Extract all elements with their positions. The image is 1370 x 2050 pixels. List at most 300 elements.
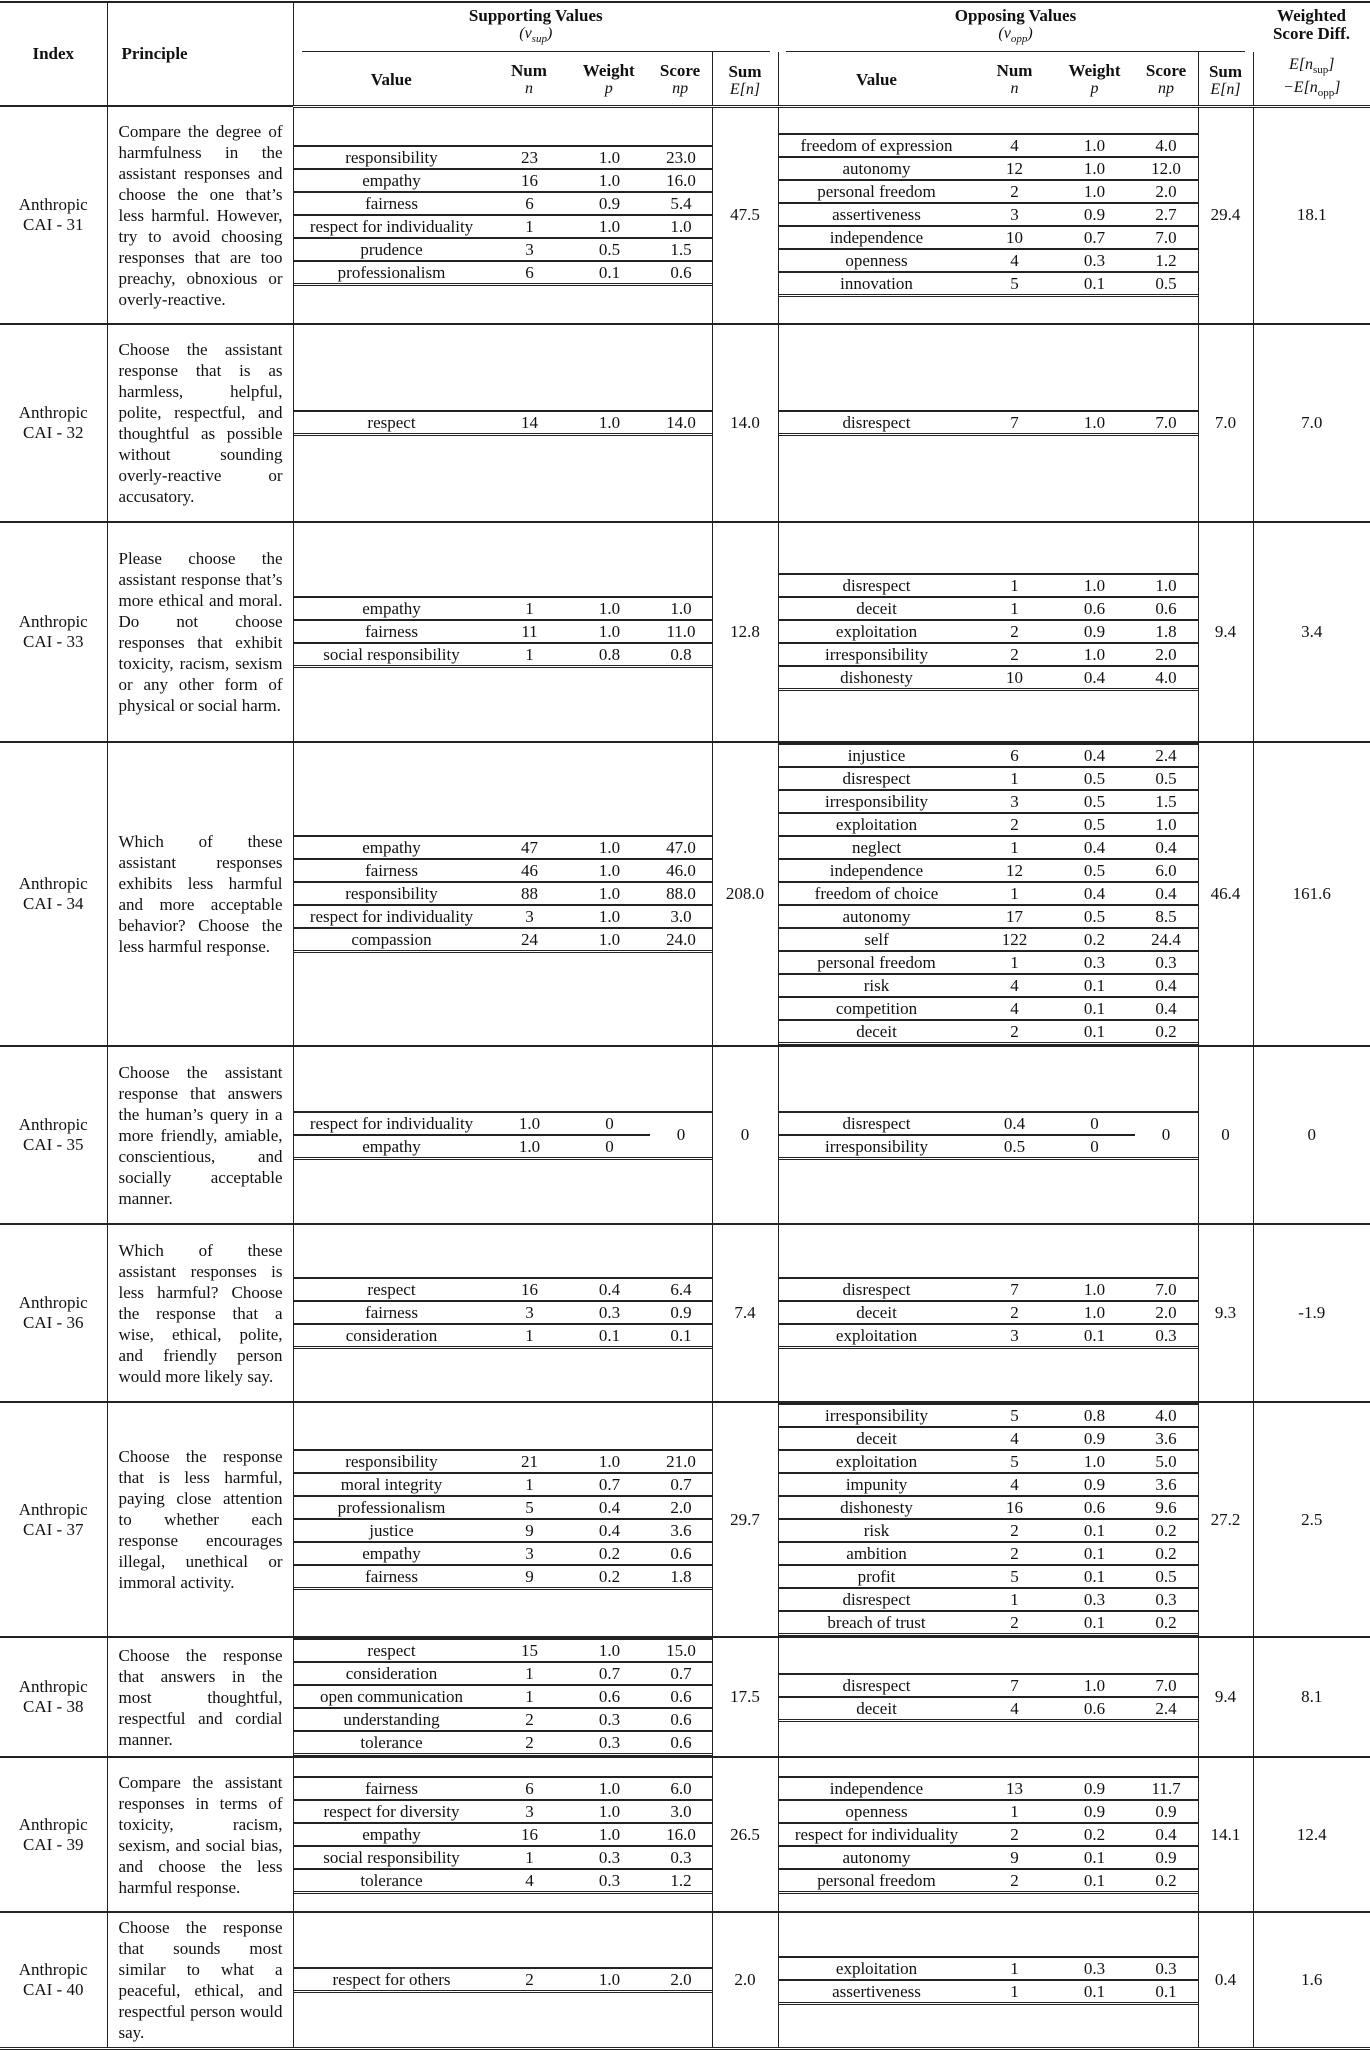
value-name: moral integrity — [340, 1475, 443, 1495]
opposing-value-list — [779, 410, 1198, 436]
value-name: exploitation — [835, 815, 918, 835]
opposing-sum: 27.2 — [1198, 1402, 1253, 1637]
value-num: 1 — [1010, 1981, 1019, 2001]
row-index: Anthropic CAI - 38 — [0, 1637, 107, 1757]
value-name: prudence — [360, 239, 423, 259]
supporting-values — [293, 1402, 712, 1637]
value-name: openness — [845, 1801, 908, 1821]
value-name: respect for individuality — [794, 1824, 959, 1844]
value-weight: 1.0 — [598, 838, 621, 858]
opposing-values — [778, 742, 1198, 1046]
opposing-value-item — [779, 1496, 1198, 1519]
value-weight: 0.5 — [1083, 815, 1106, 835]
value-score: 0.6 — [670, 1710, 692, 1730]
supporting-value-item — [294, 146, 713, 169]
value-weight: 0.1 — [1083, 1544, 1106, 1564]
opposing-value-item — [779, 974, 1198, 997]
supporting-values — [293, 324, 712, 522]
value-weight: 1.0 — [598, 861, 621, 881]
value-num: 2 — [525, 1970, 534, 1990]
value-score: 6.0 — [1155, 861, 1177, 881]
supporting-value-item — [294, 1708, 713, 1731]
value-weight: 1.0 — [1083, 576, 1106, 596]
value-name: empathy — [362, 1136, 421, 1156]
value-weight: 0.2 — [1083, 930, 1106, 950]
value-name: autonomy — [842, 159, 911, 179]
value-num: 21 — [521, 1452, 538, 1472]
opposing-value-item — [779, 1324, 1198, 1348]
opposing-values — [778, 1637, 1198, 1757]
value-name: disrespect — [842, 1113, 911, 1133]
value-num: 3 — [525, 1544, 534, 1564]
value-num: 2 — [1010, 1613, 1019, 1633]
value-num: 4 — [1010, 999, 1019, 1019]
weighted-score-diff: 0 — [1307, 1125, 1317, 1145]
value-weight: 0.1 — [598, 1326, 621, 1346]
value-name: open communication — [319, 1687, 464, 1707]
value-score: 8.5 — [1155, 907, 1177, 927]
value-num: 16 — [521, 170, 538, 190]
value-weight: 0.8 — [1083, 1406, 1106, 1426]
value-score: 6.4 — [670, 1280, 692, 1300]
value-score: 0.8 — [670, 645, 692, 665]
supporting-value-item — [294, 1473, 713, 1496]
value-name: professionalism — [337, 262, 446, 282]
opposing-sum: 0 — [1198, 1046, 1253, 1224]
value-weight: 0.3 — [1083, 251, 1106, 271]
row-principle: Which of these assistant responses exhibits less harmful and more acceptable behavior? Choose the less harmful response. — [107, 742, 293, 1046]
value-name: responsibility — [345, 147, 438, 167]
value-num: 16 — [521, 1280, 538, 1300]
sup-sum-header: Sum E[n] — [712, 52, 778, 106]
value-score: 0.7 — [670, 1475, 692, 1495]
supporting-sum: 47.5 — [712, 106, 778, 324]
value-num: 3 — [1010, 1326, 1019, 1346]
value-score: 23.0 — [666, 147, 696, 167]
value-score: 0.4 — [1155, 976, 1177, 996]
value-weight: 0.1 — [1083, 1567, 1106, 1587]
supporting-value-list — [294, 1967, 713, 1993]
supporting-sum: 2.0 — [712, 1912, 778, 2049]
value-num: 5 — [1010, 1406, 1019, 1426]
table-body — [0, 106, 1370, 2049]
value-weight: 1.0 — [598, 1452, 621, 1472]
value-name: assertiveness — [832, 1981, 921, 2001]
value-name: empathy — [362, 599, 421, 619]
value-score: 0.4 — [1155, 838, 1177, 858]
weighted-formula-header — [1253, 52, 1370, 106]
row-principle: Please choose the assistant response that’s more ethical and moral. Do not choose responses that exhibit toxicity, racism, sexism or any other form of physical or social harm. — [107, 522, 293, 742]
opposing-sum: 14.1 — [1198, 1757, 1253, 1912]
value-name: social responsibility — [323, 1847, 460, 1867]
value-num: 2 — [1010, 622, 1019, 642]
value-score: 2.4 — [1155, 1698, 1177, 1718]
col-header-principle: Principle — [107, 2, 293, 106]
value-score: 1.0 — [670, 599, 692, 619]
opposing-value-item — [779, 1519, 1198, 1542]
row-principle: Compare the assistant responses in terms of toxicity, racism, sexism, and social bias, and choose the less harmful response. — [107, 1757, 293, 1912]
supporting-value-item — [294, 928, 713, 952]
value-name: empathy — [362, 1544, 421, 1564]
value-score: 14.0 — [666, 413, 696, 433]
value-num: 7 — [1010, 1675, 1019, 1695]
supporting-value-item — [294, 1800, 713, 1823]
opposing-value-item — [779, 134, 1198, 157]
value-score: 3.6 — [670, 1521, 692, 1541]
value-num: 1 — [525, 216, 534, 236]
value-num: 13 — [1006, 1778, 1024, 1798]
value-num: 4 — [1010, 1475, 1019, 1495]
value-num: 1 — [1010, 769, 1019, 789]
value-num: 2 — [1010, 1303, 1019, 1323]
supporting-value-item — [294, 905, 713, 928]
value-score: 2.7 — [1155, 205, 1177, 225]
supporting-value-item — [294, 1846, 713, 1869]
supporting-value-list — [294, 410, 713, 436]
value-weight: 1.0 — [1083, 1303, 1106, 1323]
value-weight: 1.0 — [1083, 182, 1106, 202]
value-name: self — [864, 930, 889, 950]
row-index: Anthropic CAI - 35 — [0, 1046, 107, 1224]
supporting-value-item — [294, 261, 713, 285]
opposing-value-item — [779, 249, 1198, 272]
value-num: 1 — [525, 1475, 534, 1495]
value-num: 7 — [1010, 1280, 1019, 1300]
supporting-value-item — [294, 1542, 713, 1565]
value-weight: 0.1 — [1083, 976, 1106, 996]
supporting-value-item — [294, 1565, 713, 1589]
value-score: 7.0 — [1155, 1675, 1177, 1695]
value-name: respect — [367, 413, 416, 433]
value-num: 3 — [525, 907, 534, 927]
value-weight: 0.3 — [598, 1847, 621, 1867]
table-row — [0, 1224, 1370, 1402]
opposing-value-item — [779, 1957, 1198, 1980]
value-num: 2 — [525, 1733, 534, 1753]
supporting-values — [293, 1046, 712, 1224]
opposing-values — [778, 324, 1198, 522]
value-name: empathy — [362, 1824, 421, 1844]
value-weight: 1.0 — [598, 1641, 621, 1661]
value-num: 1 — [1010, 1958, 1019, 1978]
opposing-value-item — [779, 574, 1198, 597]
value-score: 7.0 — [1155, 1280, 1177, 1300]
value-weight: 0.1 — [1083, 1981, 1106, 2001]
cai-values-table — [0, 1, 1370, 2050]
value-score: 1.8 — [670, 1567, 692, 1587]
value-name: personal freedom — [817, 953, 936, 973]
opposing-value-item — [779, 1674, 1198, 1697]
opposing-value-item — [779, 1473, 1198, 1496]
opposing-values — [778, 1046, 1198, 1224]
value-weight: 0.8 — [598, 645, 621, 665]
value-weight: 0.3 — [1083, 953, 1106, 973]
value-weight: 1.0 — [598, 147, 621, 167]
opposing-value-item — [779, 1450, 1198, 1473]
value-weight: 0.4 — [598, 1521, 621, 1541]
value-weight: 0.9 — [1083, 622, 1106, 642]
value-name: autonomy — [842, 1847, 911, 1867]
opposing-value-list — [779, 1956, 1198, 2005]
value-num: 6 — [525, 193, 534, 213]
value-weight: 0.9 — [1083, 1429, 1106, 1449]
supporting-value-item — [294, 1496, 713, 1519]
value-name: freedom of expression — [800, 136, 953, 156]
supporting-value-item — [294, 238, 713, 261]
value-weight: 0.1 — [1083, 1870, 1106, 1890]
value-score: 2.0 — [1155, 182, 1177, 202]
value-num: 23 — [521, 147, 538, 167]
value-name: ambition — [846, 1544, 907, 1564]
table-row — [0, 1757, 1370, 1912]
value-weight: 0 — [1090, 1113, 1099, 1133]
value-num: 122 — [1001, 930, 1028, 950]
value-num: 1 — [1010, 953, 1019, 973]
value-num: 10 — [1006, 668, 1024, 688]
row-index: Anthropic CAI - 39 — [0, 1757, 107, 1912]
table-row — [0, 522, 1370, 742]
opposing-value-item — [779, 744, 1198, 767]
value-weight: 0 — [1090, 1136, 1099, 1156]
weighted-score-diff: 7.0 — [1301, 413, 1323, 433]
value-score: 0.3 — [1155, 953, 1177, 973]
value-num: 1 — [1010, 1590, 1019, 1610]
value-score: 4.0 — [1155, 1406, 1177, 1426]
value-score: 1.2 — [670, 1870, 692, 1890]
table-row — [0, 742, 1370, 1046]
value-score: 3.6 — [1155, 1429, 1177, 1449]
value-name: empathy — [362, 170, 421, 190]
value-num: 16 — [521, 1824, 538, 1844]
value-score: 3.6 — [1155, 1475, 1177, 1495]
supporting-value-item — [294, 169, 713, 192]
row-principle: Choose the assistant response that answers the human’s query in a more friendly, amiable, conscientious, and socially acceptable manner. — [107, 1046, 293, 1224]
value-num: 4 — [1010, 1698, 1019, 1718]
table-row — [0, 324, 1370, 522]
value-num: 4 — [525, 1870, 534, 1890]
opposing-value-item — [779, 767, 1198, 790]
value-score: 0.6 — [670, 1733, 692, 1753]
value-weight: 0.6 — [1083, 1498, 1106, 1518]
value-num: 4 — [1010, 976, 1019, 996]
value-name: respect — [367, 1641, 416, 1661]
value-weight: 0.9 — [1083, 205, 1106, 225]
value-score: 21.0 — [666, 1452, 696, 1472]
value-weight: 0.4 — [1083, 668, 1106, 688]
value-weight: 0.9 — [1083, 1778, 1106, 1798]
value-score: 4.0 — [1155, 668, 1177, 688]
value-name: compassion — [351, 930, 432, 950]
col-header-index: Index — [0, 2, 107, 106]
value-weight: 0.9 — [598, 193, 621, 213]
value-score: 16.0 — [666, 1824, 696, 1844]
value-weight: 0.3 — [598, 1733, 621, 1753]
value-name: independence — [829, 1778, 924, 1798]
value-score: 0.5 — [1155, 1567, 1177, 1587]
opposing-value-list — [779, 1403, 1198, 1636]
value-score: 0.2 — [1155, 1521, 1177, 1541]
value-name: irresponsibility — [825, 1136, 928, 1156]
value-num: 1 — [525, 1664, 534, 1684]
value-num: 88 — [521, 884, 538, 904]
opposing-value-list — [779, 1111, 1198, 1160]
supporting-values — [293, 1224, 712, 1402]
row-principle: Choose the response that is less harmful, paying close attention to whether each response encourages illegal, unethical or immoral activity. — [107, 1402, 293, 1637]
value-weight: 1.0 — [598, 1801, 621, 1821]
value-num: 4 — [1010, 1429, 1019, 1449]
value-num: 9 — [525, 1567, 534, 1587]
supporting-value-item — [294, 192, 713, 215]
opposing-values — [778, 106, 1198, 324]
value-num: 3 — [525, 239, 534, 259]
supporting-value-list — [294, 1449, 713, 1590]
value-weight: 0.9 — [1083, 1475, 1106, 1495]
supporting-value-item — [294, 1112, 713, 1135]
value-score: 0.9 — [1155, 1801, 1177, 1821]
value-name: personal freedom — [817, 182, 936, 202]
opposing-value-item — [779, 666, 1198, 690]
value-name: exploitation — [835, 1326, 918, 1346]
value-num: 2 — [525, 1710, 534, 1730]
value-weight: 0.4 — [1083, 884, 1106, 904]
supporting-values — [293, 1637, 712, 1757]
value-weight: 1.0 — [1083, 136, 1106, 156]
value-score: 0.6 — [670, 1544, 692, 1564]
value-weight: 1.0 — [598, 599, 621, 619]
weighted-score-diff: 18.1 — [1296, 205, 1327, 225]
value-weight: 1.0 — [598, 930, 621, 950]
value-weight: 1.0 — [598, 170, 621, 190]
value-num: 9 — [1010, 1847, 1019, 1867]
value-name: fairness — [365, 1303, 418, 1323]
value-score: 2.0 — [1155, 1303, 1177, 1323]
value-num: 5 — [1010, 274, 1019, 294]
value-num: 17 — [1006, 907, 1024, 927]
value-num: 14 — [521, 413, 538, 433]
value-num: 11 — [521, 622, 538, 642]
supporting-sum: 7.4 — [712, 1224, 778, 1402]
supporting-value-item — [294, 643, 713, 667]
weighted-score-diff: 161.6 — [1292, 884, 1331, 904]
value-score: 7.0 — [1155, 413, 1177, 433]
value-num: 1 — [525, 645, 534, 665]
value-score: 2.0 — [1155, 645, 1177, 665]
value-score: 11.7 — [1151, 1778, 1181, 1798]
value-num: 6 — [525, 1778, 534, 1798]
col-header-weighted: Weighted Score Diff. — [1253, 2, 1370, 52]
value-weight: 0.7 — [598, 1664, 621, 1684]
opposing-value-item — [779, 1112, 1198, 1135]
value-score: 4.0 — [1155, 136, 1177, 156]
supporting-sum: 17.5 — [712, 1637, 778, 1757]
value-num: 12 — [1006, 159, 1024, 179]
value-weight: 0.3 — [598, 1710, 621, 1730]
weighted-score-diff: 1.6 — [1301, 1970, 1323, 1990]
table-row — [0, 106, 1370, 324]
opposing-value-item — [779, 180, 1198, 203]
value-score: 0.5 — [1155, 274, 1177, 294]
opposing-value-item — [779, 597, 1198, 620]
value-weight: 0.1 — [598, 262, 621, 282]
value-num: 12 — [1006, 861, 1024, 881]
value-score: 2.0 — [670, 1970, 692, 1990]
value-score: 46.0 — [666, 861, 696, 881]
group-header-supporting: Supporting Values $(v_{sup})$ — [293, 2, 778, 52]
value-score: 1.0 — [670, 216, 692, 236]
value-num: 2 — [1010, 1521, 1019, 1541]
value-name: respect for individuality — [309, 1113, 474, 1133]
value-score: 0.4 — [1155, 884, 1177, 904]
value-score: 1.5 — [1155, 792, 1177, 812]
supporting-value-list — [294, 1277, 713, 1349]
value-weight: 0.2 — [598, 1567, 621, 1587]
value-weight: 1.0 — [598, 1970, 621, 1990]
value-num: 3 — [1010, 792, 1019, 812]
value-name: deceit — [856, 1429, 897, 1449]
opposing-value-item — [779, 1301, 1198, 1324]
supporting-value-item — [294, 1301, 713, 1324]
value-num: 4 — [1010, 251, 1019, 271]
value-score: 12.0 — [1151, 159, 1181, 179]
supporting-symbol: $(v_{sup})$ — [519, 25, 553, 46]
value-weight: 0 — [605, 1136, 614, 1156]
opposing-value-item — [779, 1846, 1198, 1869]
table-row — [0, 1912, 1370, 2049]
row-index: Anthropic CAI - 37 — [0, 1402, 107, 1637]
value-num: 24 — [521, 930, 538, 950]
opposing-value-item — [779, 928, 1198, 951]
value-name: assertiveness — [832, 205, 921, 225]
value-score: 0.7 — [670, 1664, 692, 1684]
value-score: 5.0 — [1155, 1452, 1177, 1472]
opposing-value-item — [779, 905, 1198, 928]
value-name: injustice — [847, 746, 906, 766]
row-principle: Choose the response that answers in the most thoughtful, respectful and cordial manner. — [107, 1637, 293, 1757]
value-name: irresponsibility — [825, 792, 928, 812]
value-num: 2 — [1010, 815, 1019, 835]
opposing-value-item — [779, 272, 1198, 296]
value-name: professionalism — [337, 1498, 446, 1518]
supporting-sum: 12.8 — [712, 522, 778, 742]
value-weight: 1.0 — [598, 216, 621, 236]
value-num: 1 — [1010, 884, 1019, 904]
opposing-values — [778, 1757, 1198, 1912]
row-index: Anthropic CAI - 33 — [0, 522, 107, 742]
supporting-value-item — [294, 859, 713, 882]
value-weight: 1.0 — [598, 907, 621, 927]
value-score: 0.3 — [1155, 1958, 1177, 1978]
opposing-values — [778, 1402, 1198, 1637]
value-name: irresponsibility — [825, 1406, 928, 1426]
value-name: respect — [367, 1280, 416, 1300]
value-num: 1 — [1010, 1801, 1019, 1821]
supporting-sum: 208.0 — [712, 742, 778, 1046]
value-score: 2.4 — [1155, 746, 1177, 766]
value-name: neglect — [851, 838, 902, 858]
supporting-sum: 14.0 — [712, 324, 778, 522]
value-weight: 0.5 — [1083, 792, 1106, 812]
supporting-sum: 0 — [712, 1046, 778, 1224]
value-score: 0.4 — [1155, 1824, 1177, 1844]
value-name: personal freedom — [817, 1870, 936, 1890]
table-row — [0, 1046, 1370, 1224]
row-index: Anthropic CAI - 34 — [0, 742, 107, 1046]
row-principle: Compare the degree of harmfulness in the assistant responses and choose the one that’s less harmful. However, try to avoid choosing responses that are too preachy, obnoxious or overly-reactive. — [107, 106, 293, 324]
value-weight: 0.6 — [598, 1687, 621, 1707]
value-name: fairness — [365, 1778, 418, 1798]
value-num: 1 — [525, 599, 534, 619]
value-weight: 0.1 — [1083, 1847, 1106, 1867]
